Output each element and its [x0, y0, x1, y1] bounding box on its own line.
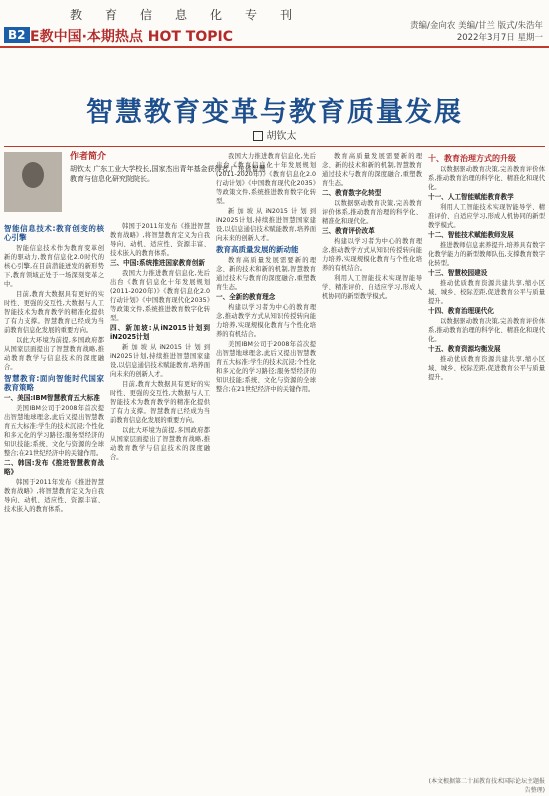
paragraph: 以此大环境为前提,多国政府都从国家层面提出了智慧教育战略,推动教育教学与信息技术的深度融合。 — [4, 337, 104, 371]
author-photo — [4, 152, 62, 212]
paragraph: 美国IBM公司于2008年首次提出智慧地球理念,此后又提出智慧教育五大标准:学生的技术沉浸;个性化和多元化的学习路径;服务型经济的知识技能;系统、文化与资源的全球整合;在21世纪经济中的关键作用。 — [4, 405, 104, 457]
paragraph: 韩国于2011年发布《推进智慧教育战略》,将智慧教育定义为自我导向、动机、适应性、资源丰富、技术嵌入的教育体系。 — [110, 223, 210, 257]
byline-box-icon — [253, 131, 263, 141]
column-1 — [4, 222, 104, 790]
section-heading: 智能信息技术:教育创变的核心引擎 — [4, 224, 104, 242]
paragraph: 我国大力推进教育信息化,先后出台《教育信息化十年发展规划(2011-2020年)》《教育信息化2.0行动计划》《中国教育现代化2035》等政策文件,系统推进教育数字化转型。 — [110, 270, 210, 322]
sub-heading: 十二、智能技术赋能教师发展 — [428, 231, 514, 239]
paragraph: 推进教师信息素养提升,培养具有数字化教学能力的新型教师队伍,支撑教育数字化转型。 — [428, 242, 545, 267]
editors-credit: 责编/金向农 美编/甘兰 版式/朱浩年 — [410, 21, 543, 31]
sub-heading: 一、全新的教育理念 — [216, 293, 276, 301]
paragraph: 智能信息技术作为教育变革创新的驱动力,教育信息化2.0时代的核心引擎,在目前潜能迸发的新形势下,教育领域正处于一场深刻变革之中。 — [4, 245, 104, 288]
section-heading: 教育高质量发展的新动能 — [216, 245, 299, 254]
sub-heading: 十一、人工智能赋能教育教学 — [428, 193, 514, 201]
divider — [4, 146, 545, 147]
section-heading: 智慧教育:面向智能时代国家教育策略 — [4, 374, 104, 392]
paragraph: 构建以学习者为中心的教育理念,推动教学方式从知识传授转向能力培养,实现规模化教育与个性化培养的有机结合。 — [216, 304, 316, 338]
paragraph: 以此大环境为前提,多国政府都从国家层面提出了智慧教育战略,推动教育教学与信息技术的深度融合。 — [110, 427, 210, 461]
author-heading: 作者简介 — [70, 152, 107, 162]
paragraph: 推动优质教育资源共建共享,缩小区域、城乡、校际差距,促进教育公平与质量提升。 — [428, 356, 545, 381]
author-name: 胡钦太 — [266, 131, 297, 142]
sub-heading: 二、韩国:发布《推进智慧教育战略》 — [4, 459, 104, 476]
sub-heading: 三、中国:系统推进国家教育创新 — [110, 259, 205, 267]
column-3 — [216, 152, 316, 790]
sub-heading: 二、教育数字化转型 — [322, 189, 382, 197]
masthead-letters: 教育信息化专刊 — [70, 8, 316, 22]
page-number: B2 — [4, 27, 30, 43]
sub-heading: 十四、教育治理现代化 — [428, 307, 494, 315]
sub-heading: 一、美国:IBM智慧教育五大标准 — [4, 394, 100, 402]
section-heading: 十、教育治理方式的升级 — [428, 154, 516, 163]
paragraph: 新加坡从iN2015计划到iN2025计划,持续推进智慧国家建设,以信息通信技术赋能教育,培养面向未来的创新人才。 — [216, 208, 316, 242]
paragraph: 新加坡从iN2015计划到iN2025计划,持续推进智慧国家建设,以信息通信技术赋能教育,培养面向未来的创新人才。 — [110, 344, 210, 378]
issue-date: 2022年3月7日 星期一 — [456, 33, 543, 43]
sub-heading: 十五、教育资源均衡发展 — [428, 345, 501, 353]
paragraph: 推动优质教育资源共建共享,缩小区域、城乡、校际差距,促进教育公平与质量提升。 — [428, 280, 545, 305]
paragraph: 目前,教育大数据具有更好的实时性、更强的交互性,大数据与人工智能技术为教育教学的精准化提供了有力支撑。智慧教育已经成为当前教育信息化发展的重要方向。 — [110, 381, 210, 424]
sub-heading: 三、教育评价改革 — [322, 227, 375, 235]
paragraph: 以数据驱动教育决策,完善教育评价体系,推动教育治理的科学化、精准化和现代化。 — [428, 318, 545, 343]
article-headline: 智慧教育变革与教育质量发展 — [86, 97, 463, 128]
column-5 — [428, 152, 545, 772]
paragraph: 美国IBM公司于2008年首次提出智慧地球理念,此后又提出智慧教育五大标准:学生的技术沉浸;个性化和多元化的学习路径;服务型经济的知识技能;系统、文化与资源的全球整合;在21世纪经济中的关键作用。 — [216, 341, 316, 393]
column-2 — [110, 222, 210, 790]
section-title: E教中国·本期热点 HOT TOPIC — [30, 29, 233, 45]
paragraph: 利用人工智能技术实现智能导学、精准评价、自适应学习,形成人机协同的新型教学模式。 — [428, 204, 545, 229]
paragraph: 利用人工智能技术实现智能导学、精准评价、自适应学习,形成人机协同的新型教学模式。 — [322, 275, 422, 300]
paragraph: 教育高质量发展需要新的理念、新的技术和新的机制,智慧教育通过技术与教育的深度融合,重塑教育生态。 — [216, 257, 316, 291]
paragraph: 构建以学习者为中心的教育理念,推动教学方式从知识传授转向能力培养,实现规模化教育与个性化培养的有机结合。 — [322, 238, 422, 272]
author-bio: 胡钦太 广东工业大学校长,国家杰出青年基金获得者,广东省智慧教育与信息化研究院院长。 — [70, 165, 266, 183]
paragraph: 以数据驱动教育决策,完善教育评价体系,推动教育治理的科学化、精准化和现代化。 — [428, 166, 545, 191]
sub-heading: 十三、智慧校园建设 — [428, 269, 488, 277]
byline — [0, 127, 549, 142]
column-4 — [322, 152, 422, 790]
paragraph: 教育高质量发展需要新的理念、新的技术和新的机制,智慧教育通过技术与教育的深度融合,重塑教育生态。 — [322, 153, 422, 187]
paragraph: 我国大力推进教育信息化,先后出台《教育信息化十年发展规划(2011-2020年)》《教育信息化2.0行动计划》《中国教育现代化2035》等政策文件,系统推进教育数字化转型。 — [216, 153, 316, 205]
paragraph: 以数据驱动教育决策,完善教育评价体系,推动教育治理的科学化、精准化和现代化。 — [322, 200, 422, 225]
paragraph: 韩国于2011年发布《推进智慧教育战略》,将智慧教育定义为自我导向、动机、适应性、资源丰富、技术嵌入的教育体系。 — [4, 479, 104, 513]
masthead — [0, 0, 549, 48]
sub-heading: 四、新加坡:从iN2015计划到iN2025计划 — [110, 324, 210, 341]
masthead-info — [410, 20, 543, 44]
footer-note: (本文根据第二十届教育技术国际论坛主题报告整理) — [428, 778, 545, 794]
paragraph: 目前,教育大数据具有更好的实时性、更强的交互性,大数据与人工智能技术为教育教学的精准化提供了有力支撑。智慧教育已经成为当前教育信息化发展的重要方向。 — [4, 291, 104, 334]
